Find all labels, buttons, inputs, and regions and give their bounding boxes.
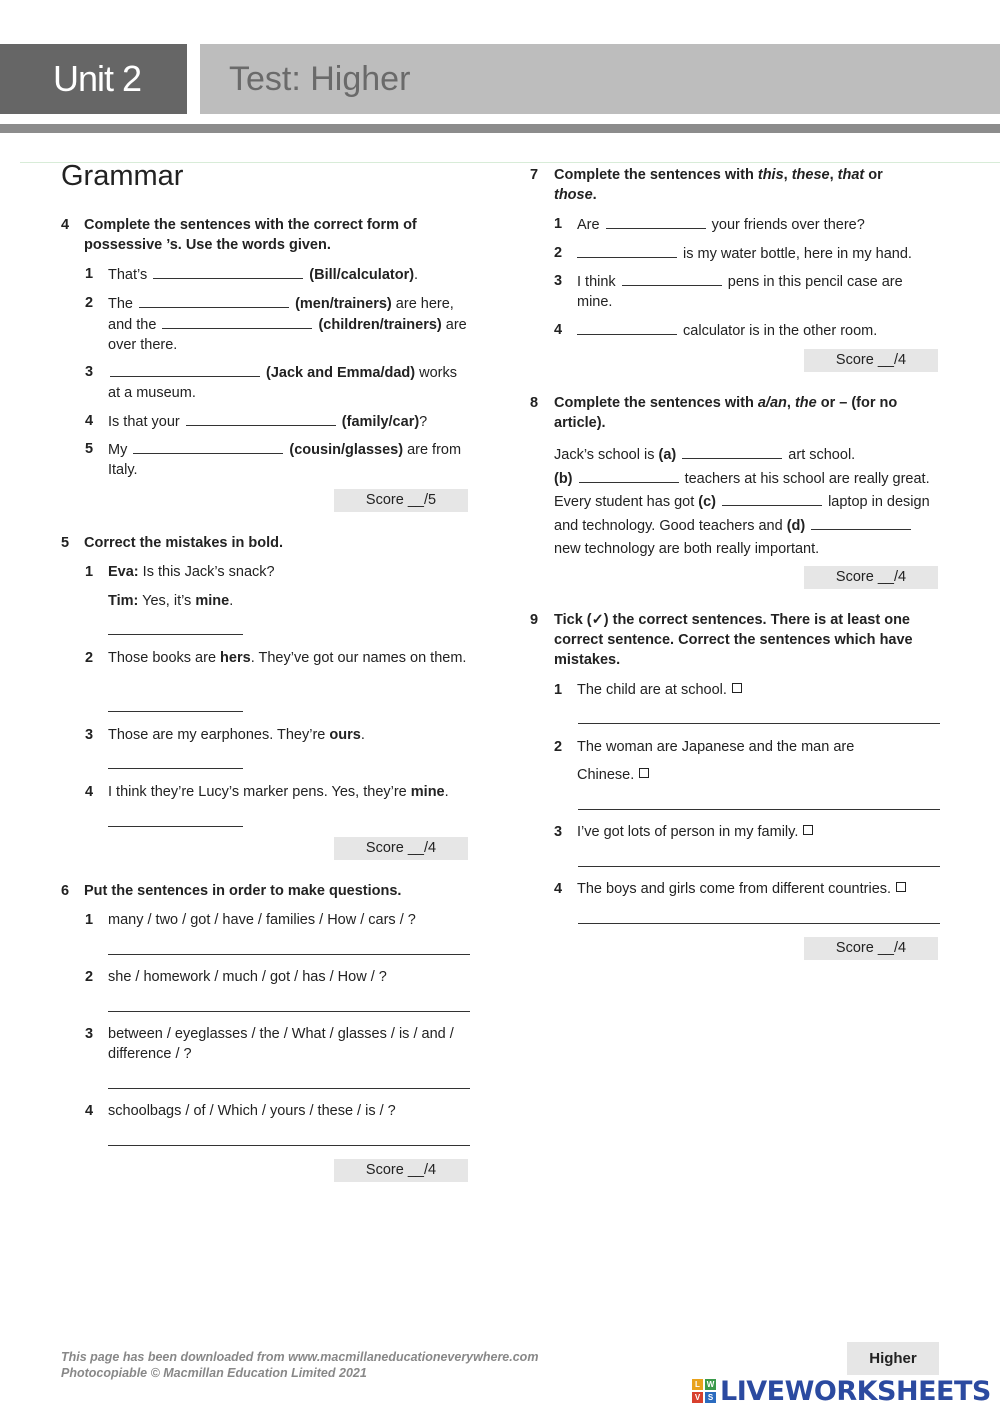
item-text: . They’ve got our names on them. [250,650,467,666]
item-number: 3 [85,364,94,380]
item-text: works at a museum. [108,365,458,401]
answer-blank[interactable] [811,515,911,530]
tick-checkbox[interactable] [639,768,649,778]
question-5 [61,533,471,553]
gap-label: (d) [786,517,806,534]
answer-blank[interactable] [577,320,677,335]
gap-label: (b) [554,470,573,487]
score-box: Score __/4 [804,349,938,372]
item-text: Those are my earphones. They’re [108,727,326,743]
score-box: Score __/4 [804,937,938,960]
keyword: those [554,187,593,203]
answer-blank[interactable] [579,468,679,483]
answer-blank[interactable] [606,214,706,229]
item-number: 2 [85,295,94,311]
word-hint: (men/trainers) [295,296,392,312]
answer-blank[interactable] [577,243,677,258]
keyword: this [757,167,784,183]
answer-blank[interactable] [110,362,260,377]
item-number: 2 [554,245,563,261]
para-text: new technology are both really important. [554,541,820,557]
answer-blank[interactable] [133,439,283,454]
question-9 [530,610,950,670]
question-6 [61,881,471,901]
question-instruction: Tick (✓) the correct sentences. There is at least one correct sentence. Correct the sentences which have mistakes. [554,612,913,668]
item-number: 2 [85,969,94,985]
item-text: Yes, it’s [142,593,192,609]
item-number: 1 [85,564,94,580]
answer-line[interactable] [108,711,243,712]
item-text: many / two / got / have / families / How / cars / ? [108,912,416,928]
item-text: are here, and the [108,296,454,333]
item-text: schoolbags / of / Which / yours / these / is / ? [108,1103,396,1119]
speaker-label: Eva: [108,564,139,580]
item-text: your friends over there? [711,217,865,233]
item-text: she / homework / much / got / has / How / ? [108,969,387,985]
item-number: 4 [85,413,94,429]
answer-blank[interactable] [162,314,312,329]
answer-blank[interactable] [153,264,303,279]
answer-blank[interactable] [682,444,782,459]
answer-blank[interactable] [722,491,822,506]
score-box: Score __/4 [334,1159,468,1182]
answer-line[interactable] [578,723,940,724]
item-number: 3 [85,727,94,743]
logo-block: S [705,1392,716,1403]
question-8 [530,393,950,433]
question-instruction: Complete the sentences with this, these, that or those. [554,167,883,203]
item-text: ? [419,414,428,430]
para-text: art school. [788,447,856,463]
item-text: Chinese. [577,767,635,783]
question-instruction: Complete the sentences with a/an, the or – (for no article). [554,395,898,431]
bold-word: mine [195,593,230,609]
item-number: 3 [554,273,563,289]
item-text: are from Italy. [108,442,462,478]
question-7 [530,165,950,205]
answer-blank[interactable] [186,411,336,426]
section-title: Grammar [61,160,184,192]
footer-credits [61,1349,538,1381]
footer-copyright: Photocopiable © Macmillan Education Limited 2021 [61,1366,367,1380]
item-number: 2 [85,650,94,666]
keyword: the [794,395,817,411]
item-text: pens in this pencil case are mine. [577,274,903,310]
keyword: that [837,167,865,183]
bold-word: hers [220,650,251,666]
item-text: is my water bottle, here in my hand. [683,246,912,262]
tick-checkbox[interactable] [732,683,742,693]
item-text: calculator is in the other room. [683,323,878,339]
word-hint: (family/car) [341,414,420,430]
item-text: are over there. [108,317,467,353]
item-number: 5 [85,441,94,457]
item-text: . [229,593,234,609]
answer-line[interactable] [108,1011,470,1012]
item-text: That’s [108,267,148,283]
instruction-text: Complete the sentences with [554,167,754,183]
answer-line[interactable] [578,923,940,924]
logo-block: W [706,1380,715,1389]
item-text: I think they’re Lucy’s marker pens. Yes, they’re [108,784,407,800]
word-hint: (Jack and Emma/dad) [266,365,416,381]
para-text: Jack’s school is [554,447,655,463]
item-text: The [108,296,133,312]
score-box: Score __/4 [334,837,468,860]
liveworksheets-logo [692,1375,991,1407]
answer-line[interactable] [108,768,243,769]
item-text: The boys and girls come from different countries. [577,881,892,897]
para-text: laptop in design [828,494,930,510]
gap-label: (c) [698,494,717,510]
para-text: and technology. Good teachers and [554,517,783,534]
answer-blank[interactable] [139,293,289,308]
para-text: teachers at his school are really great. [684,470,930,487]
word-hint: (children/trainers) [318,317,442,333]
test-title: Test: Higher [200,44,1000,114]
gap-label: (a) [658,447,677,463]
item-text: I think [577,274,616,290]
word-hint: (Bill/calculator) [309,267,415,283]
level-badge: Higher [847,1342,939,1375]
unit-label: Unit 2 [0,44,187,114]
score-box: Score __/4 [804,566,938,589]
keyword: a/an [757,395,787,411]
question-instruction: Put the sentences in order to make questions. [84,883,402,899]
bold-word: mine [410,784,445,800]
item-text: between / eyeglasses / the / What / glasses / is / and / difference / ? [108,1026,454,1062]
item-number: 4 [85,1103,94,1119]
item-number: 4 [85,784,94,800]
item-text: Is that your [108,414,180,430]
tick-checkbox[interactable] [803,825,813,835]
keyword: these [791,167,830,183]
score-box: Score __/5 [334,489,468,512]
question-number: 9 [530,612,539,628]
tick-checkbox[interactable] [896,882,906,892]
question-number: 6 [61,883,70,899]
answer-line[interactable] [578,866,940,867]
header-rule [0,124,1000,133]
item-number: 2 [554,739,563,755]
answer-line[interactable] [108,954,470,955]
answer-line[interactable] [578,809,940,810]
question-number: 8 [530,395,539,411]
item-text: The child are at school. [577,682,727,698]
question-number: 5 [61,535,70,551]
answer-line[interactable] [108,634,243,635]
item-text: My [108,442,128,458]
question-number: 7 [530,167,539,183]
cloze-paragraph [554,444,944,562]
item-text: The woman are Japanese and the man are [577,739,855,755]
item-text: I’ve got lots of person in my family. [577,824,799,840]
question-instruction: Complete the sentences with the correct form of possessive ’s. Use the words given. [84,217,417,253]
logo-text: LIVEWORKSHEETS [720,1375,991,1407]
item-text: Those books are [108,650,217,666]
answer-line[interactable] [108,1088,470,1089]
logo-block: V [692,1392,703,1403]
item-text: Are [577,217,600,233]
answer-line[interactable] [108,826,243,827]
item-text: . [414,267,419,283]
logo-block: L [692,1379,703,1390]
answer-line[interactable] [108,1145,470,1146]
item-number: 3 [85,1026,94,1042]
footer-download-note: This page has been downloaded from www.macmillaneducationeverywhere.com [61,1350,539,1364]
bold-word: ours [329,727,361,743]
item-text: . [360,727,365,743]
instruction-text: or [868,167,883,183]
word-hint: (cousin/glasses) [289,442,404,458]
answer-blank[interactable] [622,271,722,286]
instruction-text: or – (for no article). [554,395,898,431]
item-number: 1 [554,682,563,698]
item-number: 4 [554,322,563,338]
question-4 [61,215,471,255]
instruction-text: Complete the sentences with [554,395,754,411]
item-text: Is this Jack’s snack? [142,564,275,580]
item-number: 1 [554,216,563,232]
question-number: 4 [61,217,70,233]
para-text: Every student has got [554,494,695,510]
logo-blocks-icon [692,1379,716,1403]
item-number: 4 [554,881,563,897]
speaker-label: Tim: [108,593,139,609]
item-text: . [444,784,449,800]
item-number: 3 [554,824,563,840]
item-number: 1 [85,912,94,928]
item-number: 1 [85,266,94,282]
question-instruction: Correct the mistakes in bold. [84,535,284,551]
